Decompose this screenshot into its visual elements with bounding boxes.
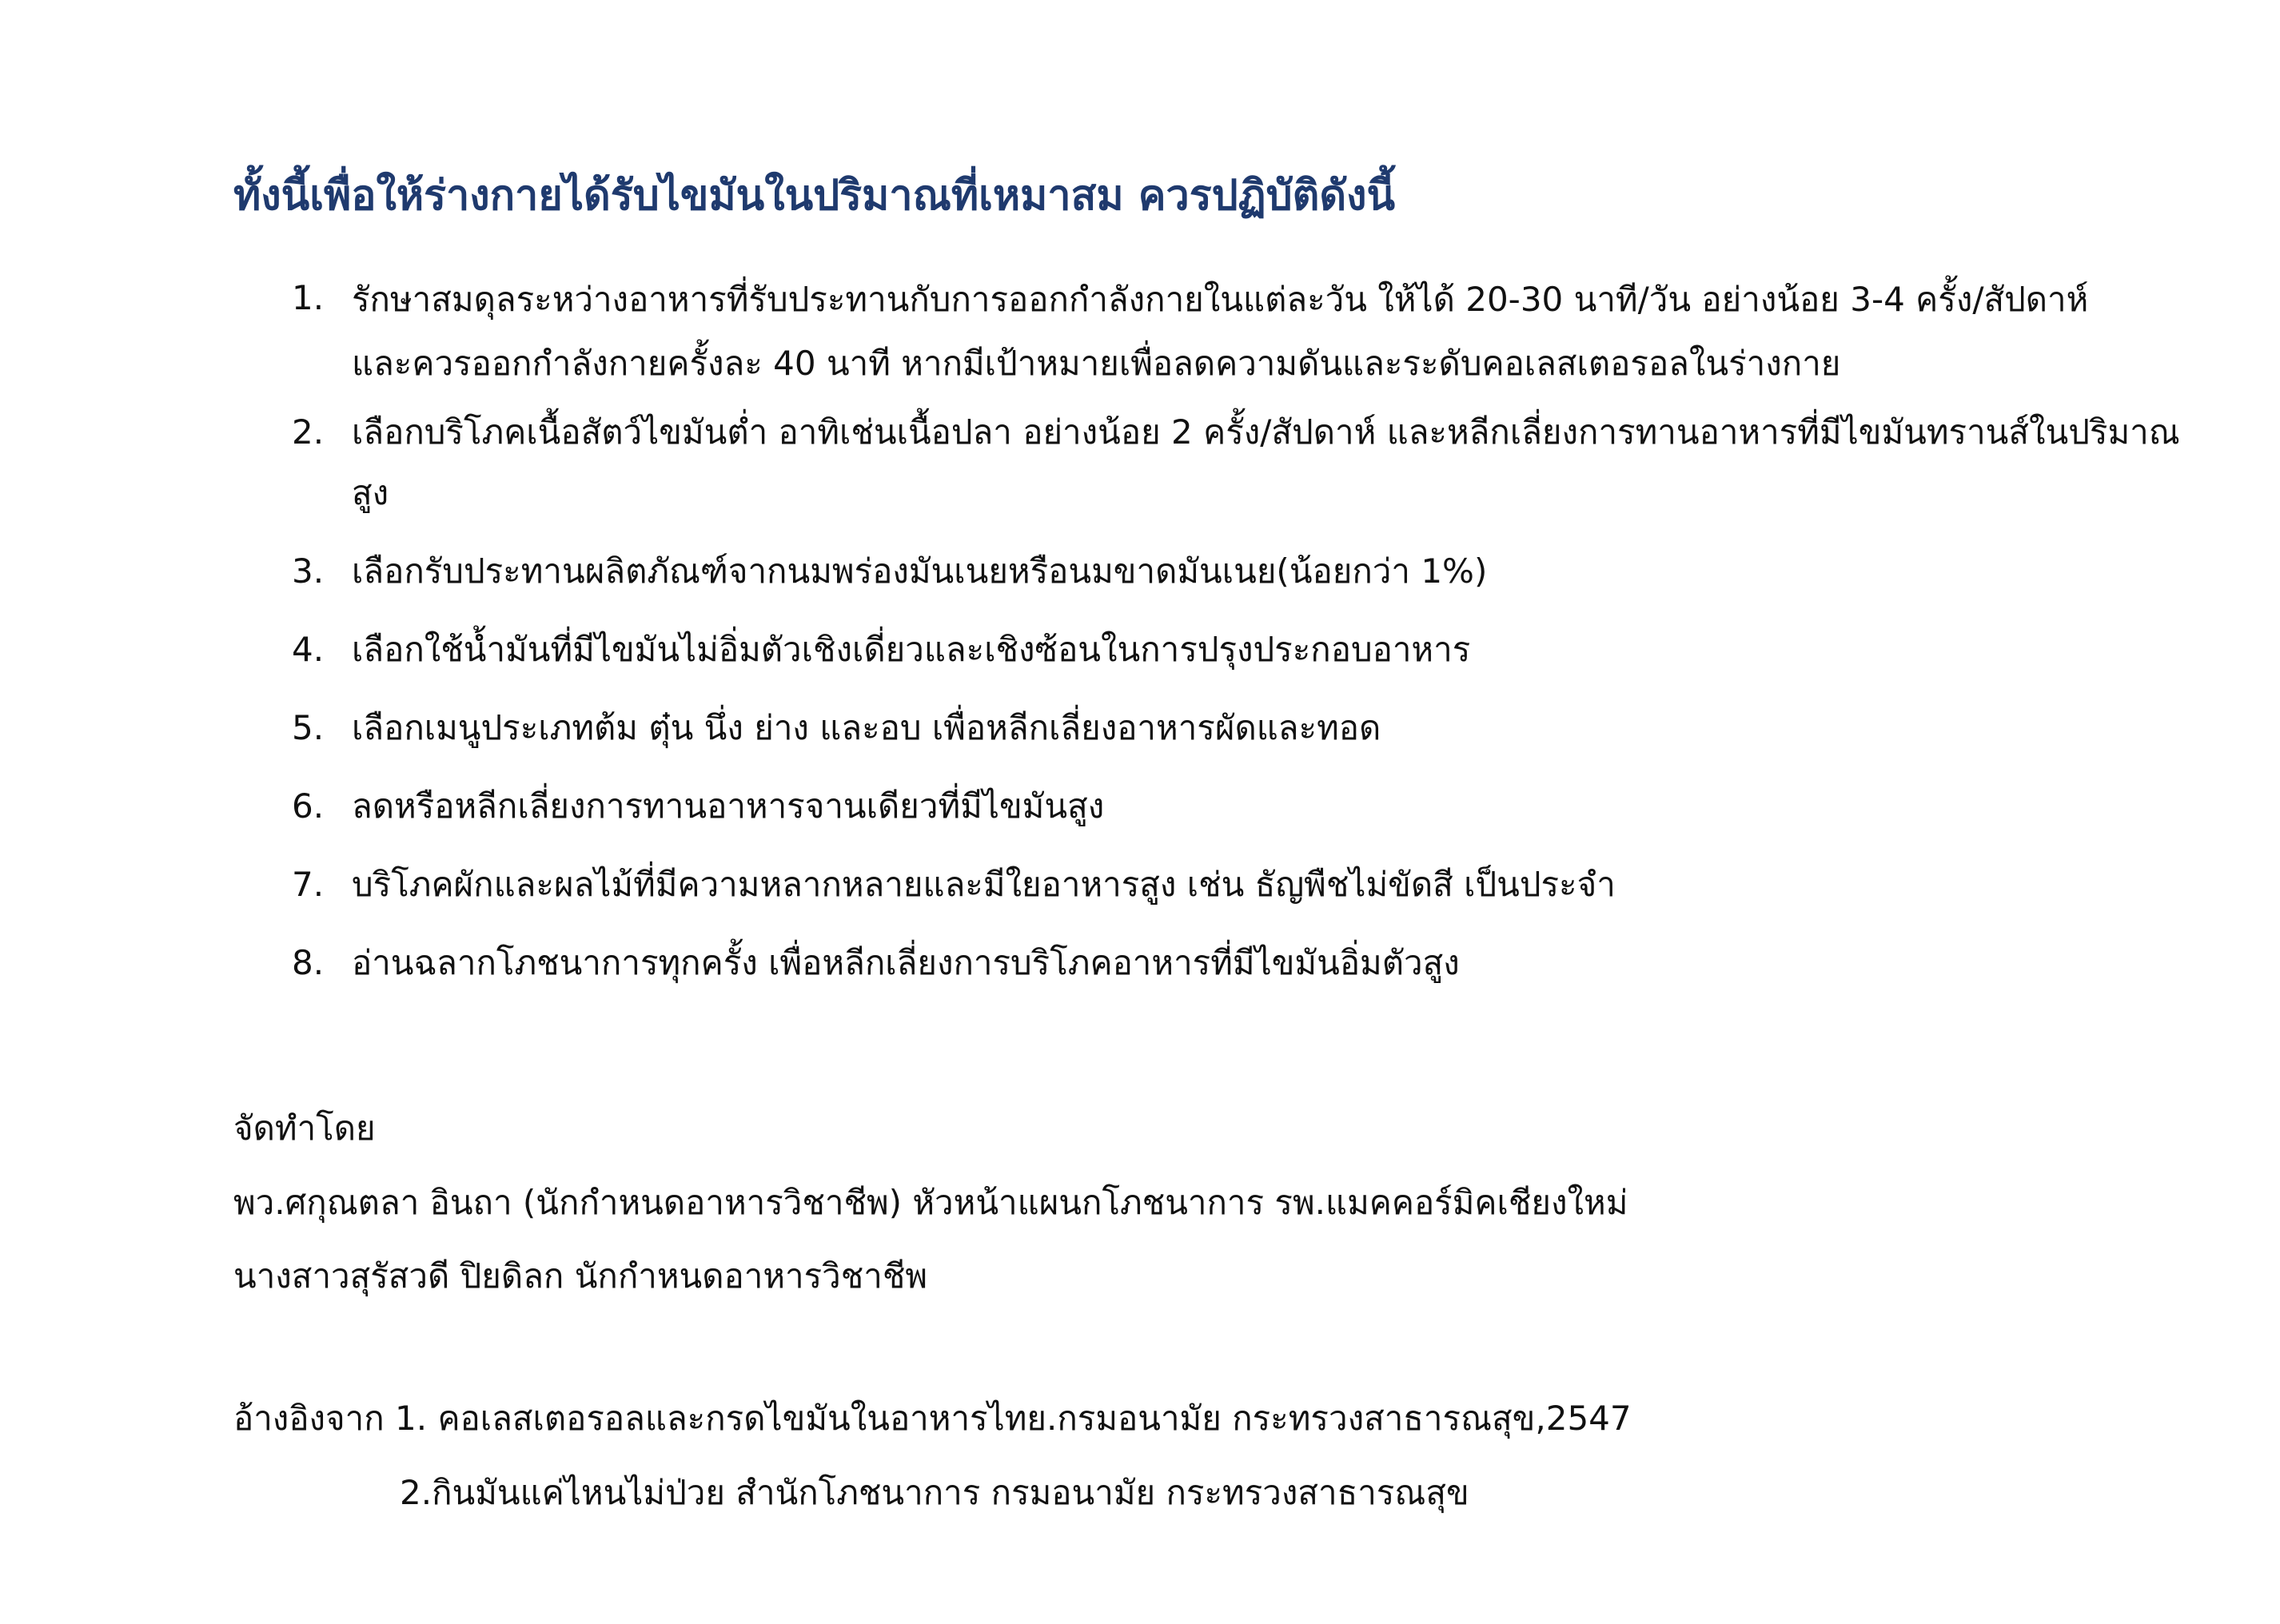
references-block [233, 1397, 1632, 1545]
list-item-number: 4. [292, 630, 325, 669]
list-item [292, 268, 2210, 396]
list-item [292, 698, 2210, 758]
list-item-text: บริโภคผักและผลไม้ที่มีความหลากหลายและมีใยอาหารสูง เช่น ธัญพืชไม่ขัดสี เป็นประจำ [352, 865, 1616, 904]
list-item-number: 2. [292, 412, 325, 452]
reference-1: อ้างอิงจาก 1. คอเลสเตอรอลและกรดไขมันในอาหารไทย.กรมอนามัย กระทรวงสาธารณสุข,2547 [233, 1399, 1632, 1438]
list-item-text: ลดหรือหลีกเลี่ยงการทานอาหารจานเดียวที่มีไขมันสูง [352, 786, 1105, 826]
list-item-text: เลือกบริโภคเนื้อสัตว์ไขมันต่ำ อาทิเช่นเนื้อปลา อย่างน้อย 2 ครั้ง/สัปดาห์ และหลีกเลี่ยงการทานอาหารที่มีไขมันทรานส์ในปริมาณสูง [352, 412, 2180, 512]
list-item-text: อ่านฉลากโภชนาการทุกครั้ง เพื่อหลีกเลี่ยงการบริโภคอาหารที่มีไขมันอิ่มตัวสูง [352, 943, 1460, 982]
list-item [292, 619, 2210, 680]
credits-label: จัดทำโดย [233, 1109, 376, 1148]
credits-block [233, 1107, 1628, 1329]
list-item-number: 3. [292, 551, 325, 591]
list-item [292, 776, 2210, 837]
list-item-number: 6. [292, 786, 325, 826]
list-item-text: เลือกรับประทานผลิตภัณฑ์จากนมพร่องมันเนยหรือนมขาดมันเนย(น้อยกว่า 1%) [352, 551, 1488, 591]
list-item-number: 8. [292, 943, 325, 982]
author-primary: พว.ศกุณตลา อินถา (นักกำหนดอาหารวิชาชีพ) หัวหน้าแผนกโภชนาการ รพ.แมคคอร์มิคเชียงใหม่ [233, 1182, 1628, 1222]
list-item [292, 854, 2210, 915]
page-heading: ทั้งนี้เพื่อให้ร่างกายได้รับไขมันในปริมาณที่เหมาสม ควรปฏิบัติดังนี้ [233, 172, 1396, 220]
list-item [292, 933, 2210, 993]
list-item-text: เลือกเมนูประเภทต้ม ตุ๋น นึ่ง ย่าง และอบ เพื่อหลีกเลี่ยงอาหารผัดและทอด [352, 708, 1381, 747]
reference-2: 2.กินมันแค่ไหนไม่ป่วย สำนักโภชนาการ กรมอนามัย กระทรวงสาธารณสุข [400, 1472, 1469, 1512]
list-item-number: 7. [292, 865, 325, 904]
list-item [292, 402, 2210, 523]
list-item-text: รักษาสมดุลระหว่างอาหารที่รับประทานกับการออกกำลังกายในแต่ละวัน ให้ได้ 20-30 นาที/วัน อย่างน้อย 3-4 ครั้ง/สัปดาห์ และควรออกกำลังกายครั้งละ 40 นาที หากมีเป้าหมายเพื่อลดความดันและระดับคอเลสเตอรอลในร่างกาย [352, 280, 2089, 383]
list-item [292, 541, 2210, 602]
list-item-number: 1. [292, 278, 325, 317]
list-item-number: 5. [292, 708, 325, 747]
author-secondary: นางสาวสุรัสวดี ปิยดิลก นักกำหนดอาหารวิชาชีพ [233, 1256, 928, 1296]
list-item-text: เลือกใช้น้ำมันที่มีไขมันไม่อิ่มตัวเชิงเดี่ยวและเชิงซ้อนในการปรุงประกอบอาหาร [352, 630, 1471, 669]
recommendation-list [292, 268, 2210, 1011]
